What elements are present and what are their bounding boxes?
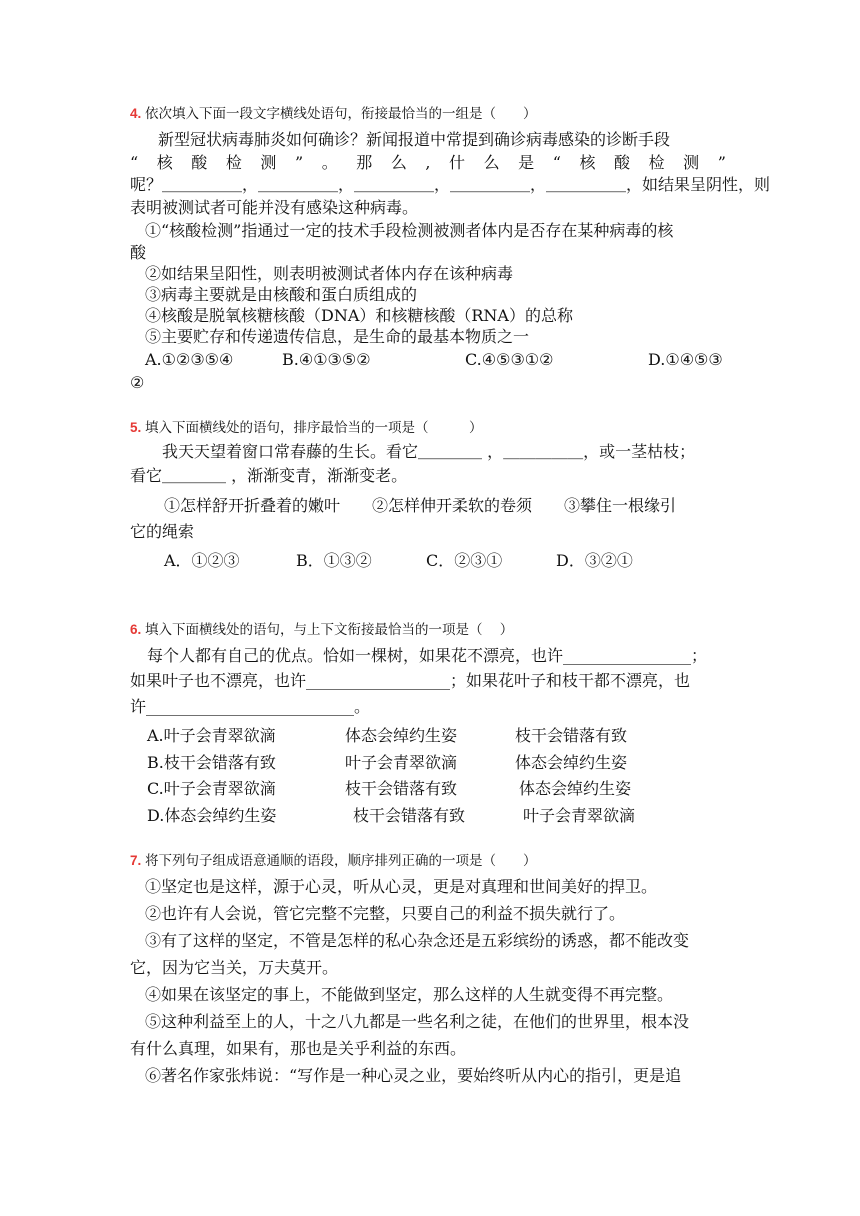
option-b-part-1: B.枝干会错落有致 <box>147 753 276 772</box>
question-number: 6. <box>130 622 142 637</box>
question-stem: 依次填入下面一段文字横线处语句，衔接最恰当的一组是（ ） <box>145 106 537 121</box>
question-stem: 填入下面横线处的语句，排序最恰当的一项是（ ） <box>145 420 483 435</box>
option-c-part-2: 枝干会错落有致 <box>345 779 458 798</box>
question-5-header <box>130 418 483 438</box>
sentence-3: ③有了这样的坚定，不管是怎样的私心杂念还是五彩缤纷的诱惑，都不能改变 <box>145 931 690 950</box>
passage-line: 呢？＿＿＿＿＿，＿＿＿＿＿，＿＿＿＿＿，＿＿＿＿＿，＿＿＿＿＿，如结果呈阴性，则 <box>130 175 771 194</box>
option-b: B．①③② <box>296 551 372 570</box>
sentence-options-cont: 它的绳索 <box>130 522 195 541</box>
question-number: 5. <box>130 420 142 435</box>
spaced-char: 酸 <box>191 153 208 172</box>
option-d: D．③②① <box>556 551 633 570</box>
option-a: A.①②③⑤④ <box>145 350 234 369</box>
passage-line: 表明被测试者可能并没有感染这种病毒。 <box>130 198 419 217</box>
option-c: C.④⑤③①② <box>465 350 554 369</box>
spaced-char: 是 <box>518 153 535 172</box>
sentence-5: ⑤主要贮存和传递遗传信息，是生命的最基本物质之一 <box>145 327 530 346</box>
sentence-5-cont: 有什么真理，如果有，那也是关乎利益的东西。 <box>130 1039 467 1058</box>
option-d-part-2: 枝干会错落有致 <box>353 806 466 825</box>
passage-line-spaced <box>130 153 726 173</box>
question-number: 7. <box>130 853 142 868</box>
passage-line: 许__________________________。 <box>130 697 371 716</box>
sentence-4: ④如果在该坚定的事上，不能做到坚定，那么这样的人生就变得不再完整。 <box>145 985 674 1004</box>
sentence-5: ⑤这种利益至上的人，十之八九都是一些名利之徒，在他们的世界里，根本没 <box>145 1012 690 1031</box>
passage-line: 我天天望着窗口常春藤的生长。看它＿＿＿＿ ，＿＿＿＿＿，或一茎枯枝； <box>162 442 696 461</box>
question-number: 4. <box>130 106 142 121</box>
sentence-options: ①怎样舒开折叠着的嫩叶 ②怎样伸开柔软的卷须 ③攀住一根缘引 <box>164 496 677 515</box>
spaced-char: 么 <box>390 153 407 172</box>
spaced-char: 么 <box>483 153 500 172</box>
spaced-char: 那 <box>356 153 373 172</box>
sentence-1-cont: 酸 <box>130 243 147 262</box>
sentence-1: ①“核酸检测”指通过一定的技术手段检测被测者体内是否存在某种病毒的核 <box>145 221 674 240</box>
question-stem: 填入下面横线处的语句，与上下文衔接最恰当的一项是（ ） <box>145 622 514 637</box>
question-4-header <box>130 104 537 124</box>
spaced-char: “ <box>130 153 139 172</box>
option-c-part-3: 体态会绰约生姿 <box>519 779 632 798</box>
passage-line: 看它＿＿＿＿ ，渐渐变青，渐渐变老。 <box>130 466 408 485</box>
option-a-part-1: A.叶子会青翠欲滴 <box>147 726 276 745</box>
spaced-char: 测 <box>683 153 700 172</box>
spaced-char: “ <box>552 153 561 172</box>
sentence-3-cont: 它，因为它当关，万夫莫开。 <box>130 958 339 977</box>
spaced-char: ” <box>294 153 304 172</box>
passage-line: 新型冠状病毒肺炎如何确诊？新闻报道中常提到确诊病毒感染的诊断手段 <box>158 130 671 149</box>
question-7-header <box>130 851 537 871</box>
spaced-char: 核 <box>156 153 173 172</box>
spaced-char: , <box>425 153 431 172</box>
spaced-char: 核 <box>579 153 596 172</box>
option-b: B.④①③⑤② <box>282 350 371 369</box>
spaced-char: 。 <box>321 153 338 172</box>
question-stem: 将下列句子组成语意通顺的语段，顺序排列正确的一项是（ ） <box>145 853 537 868</box>
spaced-char: 检 <box>648 153 665 172</box>
option-a: A．①②③ <box>164 551 240 570</box>
sentence-2: ②也许有人会说，管它完整不完整，只要自己的利益不损失就行了。 <box>145 904 626 923</box>
option-d: D.①④⑤③ <box>648 350 723 369</box>
option-d-part-1: D.体态会绰约生姿 <box>147 806 277 825</box>
option-b-part-3: 体态会绰约生姿 <box>515 753 628 772</box>
passage-line: 每个人都有自己的优点。恰如一棵树，如果花不漂亮，也许________________； <box>147 646 708 665</box>
spaced-char: 酸 <box>614 153 631 172</box>
passage-line: 如果叶子也不漂亮，也许__________________；如果花叶子和枝干都不漂亮，也 <box>130 671 691 690</box>
option-a-part-3: 枝干会错落有致 <box>515 726 628 745</box>
option-a-part-2: 体态会绰约生姿 <box>345 726 458 745</box>
sentence-2: ②如结果呈阳性，则表明被测试者体内存在该种病毒 <box>145 264 514 283</box>
spaced-char: 测 <box>260 153 277 172</box>
option-c-part-1: C.叶子会青翠欲滴 <box>147 779 276 798</box>
option-c: C．②③① <box>426 551 503 570</box>
sentence-4: ④核酸是脱氧核糖核酸（DNA）和核糖核酸（RNA）的总称 <box>145 306 573 325</box>
sentence-1: ①坚定也是这样，源于心灵，听从心灵，更是对真理和世间美好的捍卫。 <box>145 877 658 896</box>
question-6-header <box>130 620 513 640</box>
option-d-cont: ② <box>130 373 145 392</box>
option-d-part-3: 叶子会青翠欲滴 <box>523 806 636 825</box>
spaced-char: 检 <box>225 153 242 172</box>
spaced-char: ” <box>717 153 726 172</box>
option-b-part-2: 叶子会青翠欲滴 <box>345 753 458 772</box>
sentence-3: ③病毒主要就是由核酸和蛋白质组成的 <box>145 285 418 304</box>
sentence-6: ⑥著名作家张炜说：“写作是一种心灵之业，要始终听从内心的指引，更是追 <box>145 1066 682 1085</box>
spaced-char: 什 <box>449 153 466 172</box>
